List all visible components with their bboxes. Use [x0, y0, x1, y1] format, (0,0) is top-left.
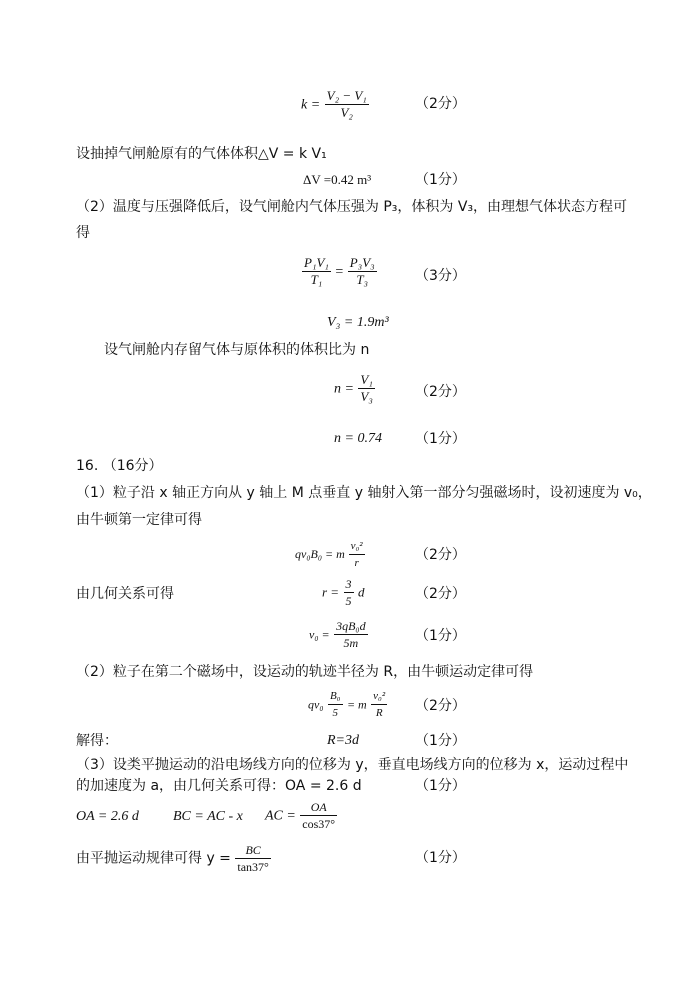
last-score: （1分）	[415, 850, 466, 866]
q16-part2: （2）粒子在第二个磁场中，设运动的轨迹半径为 R，由牛顿运动定律可得	[76, 664, 534, 680]
gas-equals: =	[335, 264, 344, 280]
n-denominator: V₃	[360, 389, 373, 404]
formula-n	[334, 372, 375, 405]
n-value-score: （1分）	[415, 431, 466, 447]
q16-part1-line1: （1）粒子沿 x 轴正方向从 y 轴上 M 点垂直 y 轴射入第一部分匀强磁场时，设初速度为 v₀，	[76, 485, 652, 501]
eq4-score: （2分）	[415, 698, 466, 714]
n-lhs: n =	[334, 381, 354, 397]
eq4-numerator-1: B₀	[328, 688, 343, 705]
eq1-fraction	[349, 538, 365, 571]
q16-part3-line2: 的加速度为 a，由几何关系可得：OA = 2.6 d	[76, 778, 362, 794]
k-lhs: k =	[301, 97, 321, 113]
eq2-tail: d	[358, 584, 365, 600]
formula-gas-law	[302, 255, 377, 288]
oa-formula: OA = 2.6 d	[76, 809, 139, 824]
last-numerator: BC	[235, 842, 270, 859]
eq2-fraction	[344, 576, 354, 609]
question-16-heading: 16. （16分）	[76, 458, 163, 474]
last-denominator: tan37°	[237, 860, 269, 874]
eq2-numerator: 3	[345, 577, 352, 591]
part2-intro-cont: 得	[76, 225, 90, 241]
gas-lhs-denominator: T₁	[310, 272, 323, 287]
n-numerator: V₁	[360, 372, 373, 387]
eq4-numerator-2: v₀²	[371, 688, 387, 705]
r-score: （1分）	[415, 733, 466, 749]
eq4-fraction-2	[371, 688, 387, 721]
formula-eq3	[309, 618, 368, 651]
eq3-score: （1分）	[415, 628, 466, 644]
eq4-mid: = m	[346, 697, 367, 712]
eq3-denominator: 5m	[343, 636, 359, 650]
eq1-lhs: qv₀B₀ = m	[295, 547, 345, 561]
gas-lhs-numerator: P₁V₁	[304, 255, 329, 270]
n-score: （2分）	[415, 384, 466, 400]
k-denominator: V₂	[340, 105, 353, 120]
ac-numerator: OA	[300, 799, 337, 816]
eq1-score: （2分）	[415, 547, 466, 563]
eq1-numerator: v₀²	[349, 538, 365, 555]
eq4-denominator-1: 5	[332, 707, 338, 719]
last-text: 由平抛运动规律可得 y =	[76, 850, 231, 867]
eq4-lhs: qv₀	[308, 697, 324, 712]
set-dv-text: 设抽掉气闸舱原有的气体体积△V = k V₁	[76, 146, 327, 162]
last-line	[76, 842, 271, 875]
gas-score: （3分）	[415, 268, 466, 284]
geometry-text: 由几何关系可得	[76, 586, 174, 602]
eq2-lhs: r =	[322, 584, 340, 600]
last-fraction	[235, 842, 270, 875]
q16-part1-line2: 由牛顿第一定律可得	[76, 512, 202, 528]
ac-denominator: cos37°	[302, 817, 336, 831]
gas-lhs-fraction	[302, 255, 331, 288]
gas-rhs-numerator: P₃V₃	[349, 255, 375, 270]
k-score: （2分）	[415, 96, 466, 112]
part2-intro: （2）温度与压强降低后，设气闸舱内气体压强为 P₃，体积为 V₃，由理想气体状态方程可	[76, 199, 628, 215]
k-numerator: V₂ − V₁	[326, 88, 367, 103]
formula-eq4	[308, 688, 387, 721]
set-n-text: 设气闸舱内存留气体与原体积的体积比为 n	[104, 342, 370, 358]
eq3-fraction	[334, 618, 368, 651]
eq2-denominator: 5	[345, 594, 352, 608]
bc-formula: BC = AC - x	[173, 809, 243, 824]
ac-lhs: AC =	[265, 808, 296, 824]
dv-value: ΔV =0.42 m³	[303, 172, 372, 187]
v3-value: V₃ = 1.9m³	[327, 315, 389, 330]
eq1-denominator: r	[354, 557, 359, 569]
solve-label: 解得：	[76, 733, 118, 749]
eq4-fraction-1	[328, 688, 343, 721]
formula-eq2	[322, 576, 365, 609]
dv-score: （1分）	[415, 172, 466, 188]
formula-k	[301, 88, 369, 121]
n-value: n = 0.74	[334, 431, 382, 446]
formula-eq1	[295, 538, 365, 571]
eq4-denominator-2: R	[375, 707, 383, 719]
eq3-numerator: 3qB₀d	[336, 619, 366, 633]
eq2-score: （2分）	[415, 586, 466, 602]
r-value: R=3d	[327, 733, 359, 748]
q16-part3-line1: （3）设类平抛运动的沿电场线方向的位移为 y，垂直电场线方向的位移为 x，运动过程中	[76, 757, 629, 773]
gas-rhs-fraction	[348, 255, 377, 288]
k-fraction	[325, 88, 369, 121]
eq3-lhs: v₀ =	[309, 627, 330, 642]
q16-part3-score: （1分）	[415, 778, 466, 794]
ac-formula	[265, 799, 337, 832]
gas-rhs-denominator: T₃	[356, 272, 369, 287]
ac-fraction	[300, 799, 337, 832]
n-fraction	[358, 372, 374, 405]
